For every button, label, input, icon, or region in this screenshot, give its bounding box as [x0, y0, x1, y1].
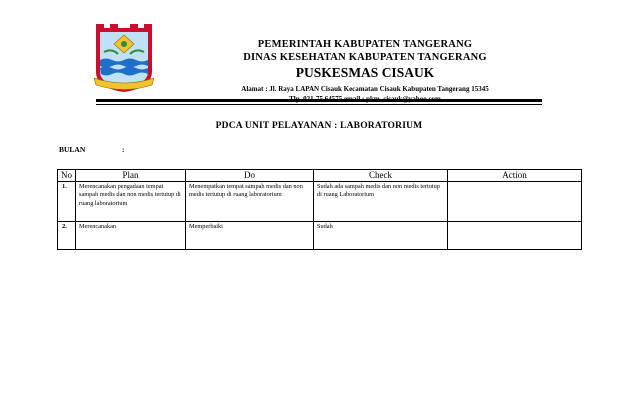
- row-check: Sudah: [314, 222, 448, 250]
- row-action: [448, 222, 582, 250]
- bulan-colon: :: [122, 145, 125, 154]
- row-plan: Merencanakan: [76, 222, 186, 250]
- row-plan: Merencanakan pengadaan tempat sampah medis dan non medis tertutup di ruang laboratorium: [76, 182, 186, 222]
- bulan-label: BULAN: [59, 145, 86, 154]
- pdca-table: [57, 169, 582, 250]
- table-row: [58, 182, 582, 222]
- letterhead-rule-thin: [96, 104, 542, 105]
- letterhead-department: DINAS KESEHATAN KABUPATEN TANGERANG: [243, 52, 487, 63]
- row-do: Memperbaiki: [186, 222, 314, 250]
- kabupaten-tangerang-crest-icon: [94, 22, 154, 94]
- document-title: PDCA UNIT PELAYANAN : LABORATORIUM: [215, 121, 423, 131]
- row-no: 1.: [58, 182, 76, 222]
- letterhead-address: Alamat : Jl. Raya LAPAN Cisauk Kecamatan Cisauk Kabupaten Tangerang 15345: [241, 85, 489, 93]
- header-do: Do: [186, 170, 314, 182]
- letterhead-government: PEMERINTAH KABUPATEN TANGERANG: [257, 39, 473, 50]
- table-row: [58, 222, 582, 250]
- header-no: No: [58, 170, 76, 182]
- row-check: Sudah ada sampah medis dan non medis tertutup di ruang Laboratorium: [314, 182, 448, 222]
- table-header-row: [58, 170, 582, 182]
- header-check: Check: [314, 170, 448, 182]
- row-do: Menempatkan tempat sampah medis dan non medis tertutup di ruang laboratorium: [186, 182, 314, 222]
- letterhead-rule-thick: [96, 99, 542, 102]
- row-no: 2.: [58, 222, 76, 250]
- letterhead: [190, 38, 540, 104]
- row-action: [448, 182, 582, 222]
- header-action: Action: [448, 170, 582, 182]
- header-plan: Plan: [76, 170, 186, 182]
- letterhead-puskesmas: PUSKESMAS CISAUK: [295, 65, 435, 80]
